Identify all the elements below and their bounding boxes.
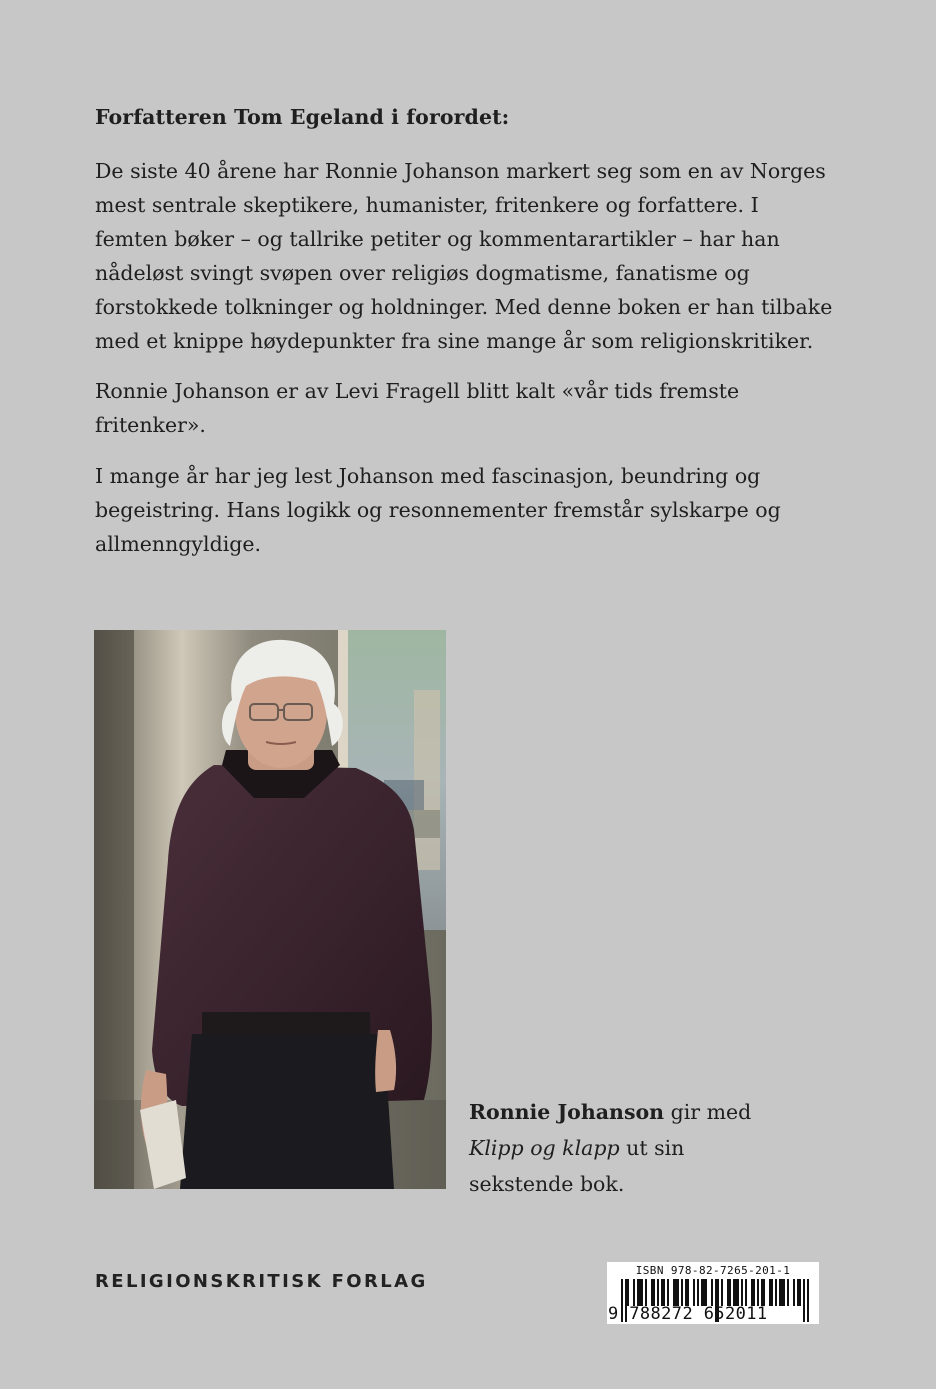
barcode-bar — [745, 1279, 747, 1306]
barcode-bar — [685, 1279, 687, 1306]
barcode-bar — [697, 1279, 699, 1306]
barcode-bar — [733, 1279, 735, 1306]
barcode-bar — [787, 1279, 789, 1306]
barcode-bar — [651, 1279, 653, 1306]
barcode-bar — [711, 1279, 713, 1306]
barcode-bar — [807, 1279, 809, 1322]
barcode-bar — [693, 1279, 695, 1306]
barcode-bar — [751, 1279, 753, 1306]
caption-author-name: Ronnie Johanson — [469, 1100, 665, 1124]
barcode-bar — [657, 1279, 659, 1306]
barcode-bar — [769, 1279, 771, 1306]
barcode-bar — [677, 1279, 679, 1306]
barcode-bar — [661, 1279, 663, 1306]
barcode-bar — [637, 1279, 639, 1306]
caption-text-1: gir med — [664, 1100, 752, 1124]
barcode-bar — [705, 1279, 707, 1306]
author-photo — [94, 630, 446, 1189]
barcode-bar — [673, 1279, 675, 1306]
barcode-bar — [775, 1279, 777, 1306]
barcode-bar — [641, 1279, 643, 1306]
author-caption — [469, 1094, 769, 1202]
barcode-bar — [763, 1279, 765, 1306]
barcode-bar — [721, 1279, 723, 1306]
barcode-bar — [627, 1279, 629, 1306]
publisher-logo: RELIGIONSKRITISK FORLAG — [95, 1271, 428, 1292]
barcode-bar — [803, 1279, 805, 1322]
caption-book-title: Klipp og klapp — [469, 1136, 620, 1160]
barcode-bar — [757, 1279, 759, 1306]
barcode-bar — [797, 1279, 799, 1306]
intro-heading: Forfatteren Tom Egeland i forordet: — [95, 105, 510, 129]
barcode-bar — [663, 1279, 665, 1306]
barcode-bar — [639, 1279, 641, 1306]
intro-paragraph-2: Ronnie Johanson er av Levi Fragell blitt kalt «vår tids fremste fritenker». — [95, 379, 740, 437]
barcode-bar — [761, 1279, 763, 1306]
barcode-bar — [753, 1279, 755, 1306]
barcode-bar — [633, 1279, 635, 1306]
barcode-bar — [687, 1279, 689, 1306]
caption-text-2: ut sin sekstende bok. — [469, 1136, 685, 1196]
barcode-bar — [653, 1279, 655, 1306]
barcode-bar — [741, 1279, 743, 1306]
barcode-bar — [793, 1279, 795, 1306]
barcode-bar — [703, 1279, 705, 1306]
barcode-bar — [645, 1279, 647, 1306]
barcode-bar — [781, 1279, 783, 1306]
intro-paragraph-1: De siste 40 årene har Ronnie Johanson markert seg som en av Norges mest sentrale skeptikere, humanister, fritenkere og forfattere. I femten bøker – og tallrike petiter og kommentarartikler – har han nådeløst svingt svøpen over religiøs dogmatisme, fanatisme og forstokkede tolkninger og holdninger. Med denne boken er han tilbake med et knippe høydepunkter fra sine mange år som religionskritiker. — [95, 159, 833, 353]
barcode-bar — [681, 1279, 683, 1306]
barcode-bar — [667, 1279, 669, 1306]
intro-paragraph-3: I mange år har jeg lest Johanson med fascinasjon, beundring og begeistring. Hans logikk og resonnementer fremstår sylskarpe og allmenngyldige. — [95, 464, 781, 556]
author-photo-illustration — [94, 630, 446, 1189]
barcode-bar — [779, 1279, 781, 1306]
barcode-bar — [783, 1279, 785, 1306]
barcode-bar — [701, 1279, 703, 1306]
barcode-bar — [771, 1279, 773, 1306]
isbn-barcode — [607, 1262, 819, 1324]
isbn-label: ISBN 978-82-7265-201-1 — [635, 1264, 791, 1277]
ean-digits: 9 788272 652011 — [608, 1304, 768, 1324]
barcode-bar — [735, 1279, 737, 1306]
barcode-bar — [729, 1279, 731, 1306]
barcode-bar — [675, 1279, 677, 1306]
barcode-bar — [799, 1279, 801, 1306]
barcode-bar — [727, 1279, 729, 1306]
barcode-bar — [737, 1279, 739, 1306]
